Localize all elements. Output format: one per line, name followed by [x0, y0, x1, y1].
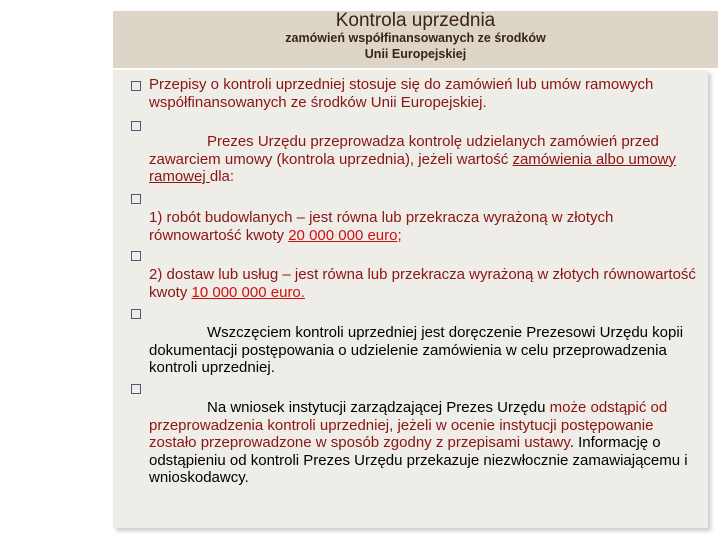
bullet-icon — [131, 121, 141, 131]
bullet-text — [149, 133, 704, 186]
slide-subtitle: zamówień współfinansowanych ze środków — [285, 31, 546, 45]
bullet-icon — [131, 194, 141, 204]
content-box — [113, 70, 708, 528]
bullet-text — [149, 399, 704, 487]
bullet-text: Przepisy o kontroli uprzedniej stosuje się do zamówień lub umów ramowych współfinansowanych ze środków Unii Europejskiej. — [149, 76, 654, 111]
text: 1) robót budowlanych – jest równa lub przekracza wyrażoną w złotych równowartość kwoty — [149, 209, 614, 244]
text: Na wniosek instytucji zarządzającej Prezes Urzędu — [207, 399, 550, 416]
bullet-icon — [131, 81, 141, 91]
bullet-text — [149, 209, 704, 244]
text: Prezes Urzędu przeprowadza kontrolę udzielanych zamówień przed zawarciem umowy (kontrola uprzednia), jeżeli wartość — [149, 133, 659, 168]
bullet-icon — [131, 384, 141, 394]
amount: 10 000 000 euro. — [191, 283, 305, 301]
bullet-icon — [131, 251, 141, 261]
text: . Informację o odstąpieniu od kontroli Prezes Urzędu przekazuje niezwłocznie zamawiającemu i wnioskodawcy. — [149, 434, 688, 486]
text: 2) dostaw lub usług – jest równa lub przekracza wyrażoną w złotych równowartość kwoty — [149, 266, 696, 301]
underlined-text: zamówienia albo umowy ramowej — [149, 150, 676, 185]
amount: 20 000 000 euro; — [288, 226, 402, 244]
slide-title: Kontrola uprzednia — [335, 10, 496, 31]
slide-subtitle: Unii Europejskiej — [364, 47, 467, 61]
slide-header — [113, 11, 718, 68]
text: Wszczęciem kontroli uprzedniej jest doręczenie Prezesowi Urzędu kopii dokumentacji postępowania o udzielenie zamówienia w celu przeprowadzenia kontroli uprzedniej. — [149, 324, 684, 376]
bullet-text — [149, 266, 704, 301]
highlighted-text: może odstąpić od przeprowadzenia kontroli uprzedniej, jeżeli w ocenie instytucji postępowanie zostało przeprowadzone w sposób zgodny z przepisami ustawy — [149, 399, 668, 451]
bullet-text — [149, 324, 704, 377]
bullet-icon — [131, 309, 141, 319]
text: dla: — [209, 168, 235, 185]
